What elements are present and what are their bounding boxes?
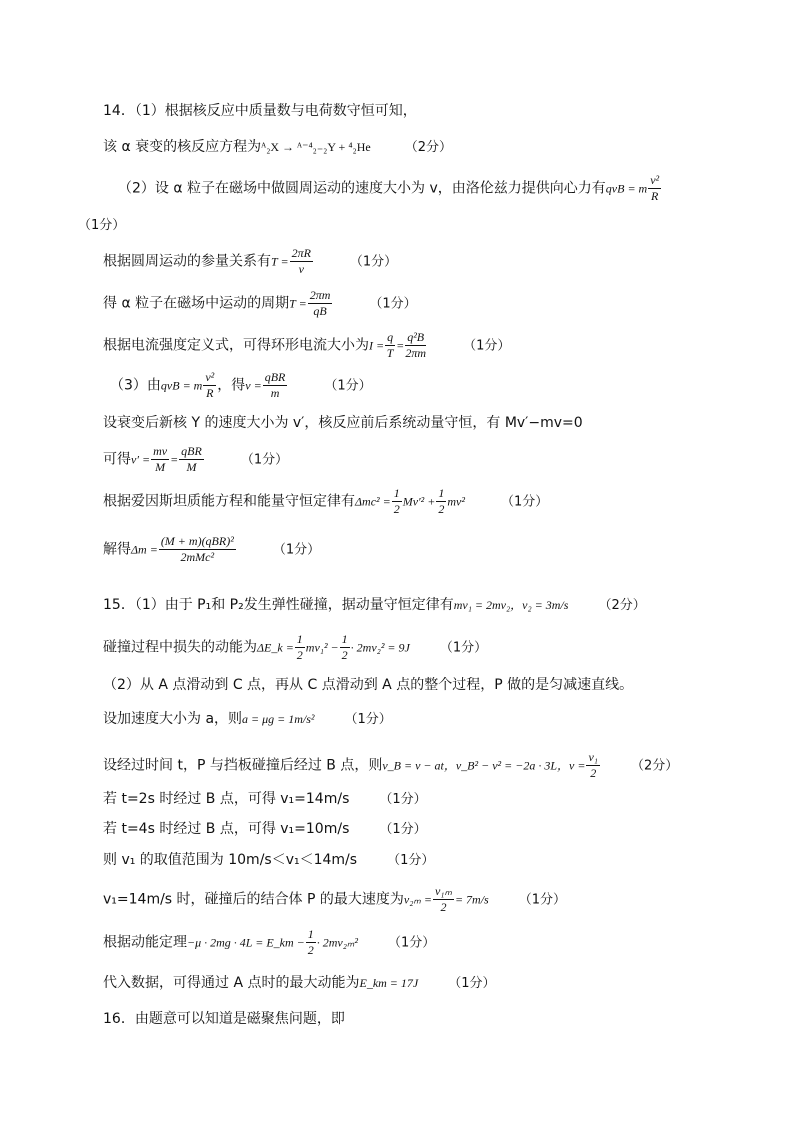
p15-l7-text: 若 t=4s 时经过 B 点，可得 v₁=10m/s [103, 821, 350, 837]
p14-line-8 [110, 371, 372, 400]
p15-l2-fraction-1: $\frac{1}{2}$ [296, 632, 303, 663]
p14-l6-score: （1分） [369, 296, 417, 312]
p14-l3-equation: qvB = m [605, 181, 648, 196]
p14-l11-end: mv² [447, 494, 465, 509]
p15-l9-fraction: $\frac{\text{v₁ₘ}}{2}$ [434, 884, 452, 915]
p15-l10-fraction: $\frac{1}{2}$ [307, 927, 314, 958]
p15-l11-score: （1分） [448, 976, 496, 991]
p14-l11-fraction-2: $\frac{1}{2}$ [438, 486, 445, 517]
p14-l11-fraction-1: $\frac{1}{2}$ [393, 486, 400, 517]
p14-l5-fraction: $\frac{2\pi R}{v}$ [291, 246, 311, 277]
p15-l10-score: （1分） [388, 935, 436, 951]
p15-l1-text: 15．（1）由于 P₁和 P₂发生弹性碰撞，据动量守恒定律有 [103, 597, 454, 613]
p15-l6-score: （1分） [379, 792, 427, 807]
p14-l12-equation: Δm = [131, 542, 158, 557]
p14-line-6 [103, 289, 417, 318]
p14-l2-score: （2分） [404, 140, 452, 155]
p15-l10-equation: −μ · 2mg · 4L = E_km − [187, 935, 305, 950]
p14-line-2 [103, 140, 452, 154]
p14-l12-score: （1分） [272, 542, 321, 558]
p15-line-10 [103, 928, 435, 957]
p15-line-11 [103, 976, 496, 990]
p14-line-11 [103, 487, 548, 516]
p15-l10-end: · 2mv₂ₘ² [316, 935, 359, 950]
p14-l10-score: （1分） [240, 452, 289, 468]
p14-l7-equation: I = [369, 338, 385, 353]
p14-line-7 [103, 331, 510, 360]
p15-l5-text: 设经过时间 t，P 与挡板碰撞后经过 B 点，则 [103, 757, 383, 774]
p15-l4-text: 设加速度大小为 a，则 [103, 711, 243, 727]
p15-l10-text: 根据动能定理 [103, 934, 187, 951]
p14-l8-text-1: （3）由 [110, 377, 161, 394]
p14-line-10 [103, 445, 288, 474]
p14-l11-equation: Δmc² = [355, 494, 391, 509]
p14-l12-text: 解得 [103, 541, 131, 558]
p15-l11-equation: E_km = 17J [359, 976, 419, 990]
p14-line-12 [103, 535, 320, 564]
p15-line-3: （2）从 A 点滑动到 C 点，再从 C 点滑动到 A 点的整个过程，P 做的是匀减速直线。 [103, 677, 634, 693]
p14-l11-text: 根据爱因斯坦质能方程和能量守恒定律有 [103, 493, 355, 510]
p15-l2-equation: ΔE_k = [257, 640, 294, 655]
p14-l10-equals: = [170, 452, 179, 467]
p15-line-6 [103, 792, 427, 806]
p15-line-2 [103, 633, 487, 662]
p15-l2-middle: mv₁² − [305, 640, 339, 655]
p14-l8-text-2: ，得 [217, 377, 246, 394]
p14-l7-score: （1分） [463, 338, 511, 354]
p15-line-4 [103, 712, 392, 726]
p14-line-3 [118, 174, 662, 203]
p14-l5-text: 根据圆周运动的参量关系有 [103, 253, 271, 270]
p14-l7-fraction-2: $\frac{\text{q²B}}{2\pi m}$ [405, 330, 427, 361]
p15-l2-fraction-2: $\frac{1}{2}$ [341, 632, 348, 663]
p15-l8-score: （1分） [387, 853, 435, 868]
p14-l5-equation: T = [271, 254, 289, 269]
p14-l8-equation-2: v = [245, 378, 262, 393]
p14-l7-fraction-1: $\frac{q}{T}$ [386, 330, 394, 361]
p15-l7-score: （1分） [379, 822, 427, 837]
p14-l2-text: 该 α 衰变的核反应方程为 [103, 139, 262, 155]
p14-l3-fraction: $\frac{\text{v²}}{R}$ [650, 173, 660, 204]
p15-l5-score: （2分） [630, 758, 679, 774]
p15-l9-score: （1分） [518, 892, 567, 908]
p15-line-1 [103, 598, 646, 612]
p14-l12-fraction: $\frac{\text{(M + m)(qBR)²}}{\text{2mMc²}}$ [160, 534, 234, 565]
p14-l10-equation: v′ = [131, 452, 151, 467]
p15-line-7 [103, 822, 427, 836]
p14-l5-score: （1分） [349, 254, 398, 270]
p14-l8-equation: qvB = m [160, 378, 203, 393]
p15-line-5 [103, 751, 678, 780]
p14-l2-equation: ᴬ₂X → ᴬ⁻⁴₂₋₂Y + ⁴₂He [261, 140, 371, 154]
p16-line-1: 16．由题意可以知道是磁聚焦问题，即 [103, 1011, 345, 1027]
p14-l6-equation: T = [289, 296, 307, 311]
p15-l9-equation: v₂ₘ = [403, 892, 432, 907]
p15-l4-score: （1分） [344, 712, 392, 727]
p14-l10-fraction-2: $\frac{\text{qBR}}{M}$ [181, 444, 202, 475]
p14-line-1: 14．（1）根据核反应中质量数与电荷数守恒可知， [103, 103, 417, 119]
p15-l9-end: = 7m/s [454, 892, 489, 907]
p14-l8-fraction: $\frac{\text{v²}}{R}$ [205, 370, 215, 401]
p15-l9-text: v₁=14m/s 时，碰撞后的结合体 P 的最大速度为 [103, 891, 404, 908]
p14-l10-fraction-1: $\frac{mv}{M}$ [153, 444, 168, 475]
p14-l7-text: 根据电流强度定义式，可得环形电流大小为 [103, 337, 369, 354]
p15-l5-equation: v_B = v − at，v_B² − v² = −2a · 3L，v = [382, 758, 586, 773]
p14-l7-equals: = [396, 338, 405, 353]
p14-l11-score: （1分） [500, 494, 549, 510]
p15-l8-text: 则 v₁ 的取值范围为 10m/s＜v₁＜14m/s [103, 852, 358, 868]
p14-l8-fraction-2: $\frac{\text{qBR}}{m}$ [264, 370, 286, 401]
p14-l10-text: 可得 [103, 451, 131, 468]
p14-l6-fraction: $\frac{2\pi m}{qB}$ [309, 288, 331, 319]
p14-l11-middle: Mv′² + [402, 494, 436, 509]
p15-l2-score: （1分） [439, 640, 488, 656]
p15-l4-equation: a = μg = 1m/s² [242, 712, 315, 726]
p15-line-9 [103, 885, 566, 914]
p15-l1-equation: mv₁ = 2mv₂，v₂ = 3m/s [453, 598, 569, 612]
p15-l11-text: 代入数据，可得通过 A 点时的最大动能为 [103, 975, 360, 991]
p15-l5-fraction: $\frac{\text{v₁}}{2}$ [588, 750, 598, 781]
p15-l1-score: （2分） [598, 598, 646, 613]
p14-line-9: 设衰变后新核 Y 的速度大小为 v′，核反应前后系统动量守恒，有 Mv′−mv=0 [103, 415, 583, 431]
p15-l2-end: · 2mv₂² = 9J [350, 640, 410, 655]
p15-l2-text: 碰撞过程中损失的动能为 [103, 639, 257, 656]
p14-l3-text: （2）设 α 粒子在磁场中做圆周运动的速度大小为 v，由洛伦兹力提供向心力有 [118, 180, 606, 197]
p14-line-5 [103, 247, 397, 276]
p15-l6-text: 若 t=2s 时经过 B 点，可得 v₁=14m/s [103, 791, 350, 807]
p14-l8-score: （1分） [324, 378, 372, 394]
p14-line-4-score: （1分） [78, 218, 126, 233]
p14-l6-text: 得 α 粒子在磁场中运动的周期 [103, 295, 290, 312]
p15-line-8 [103, 853, 434, 867]
